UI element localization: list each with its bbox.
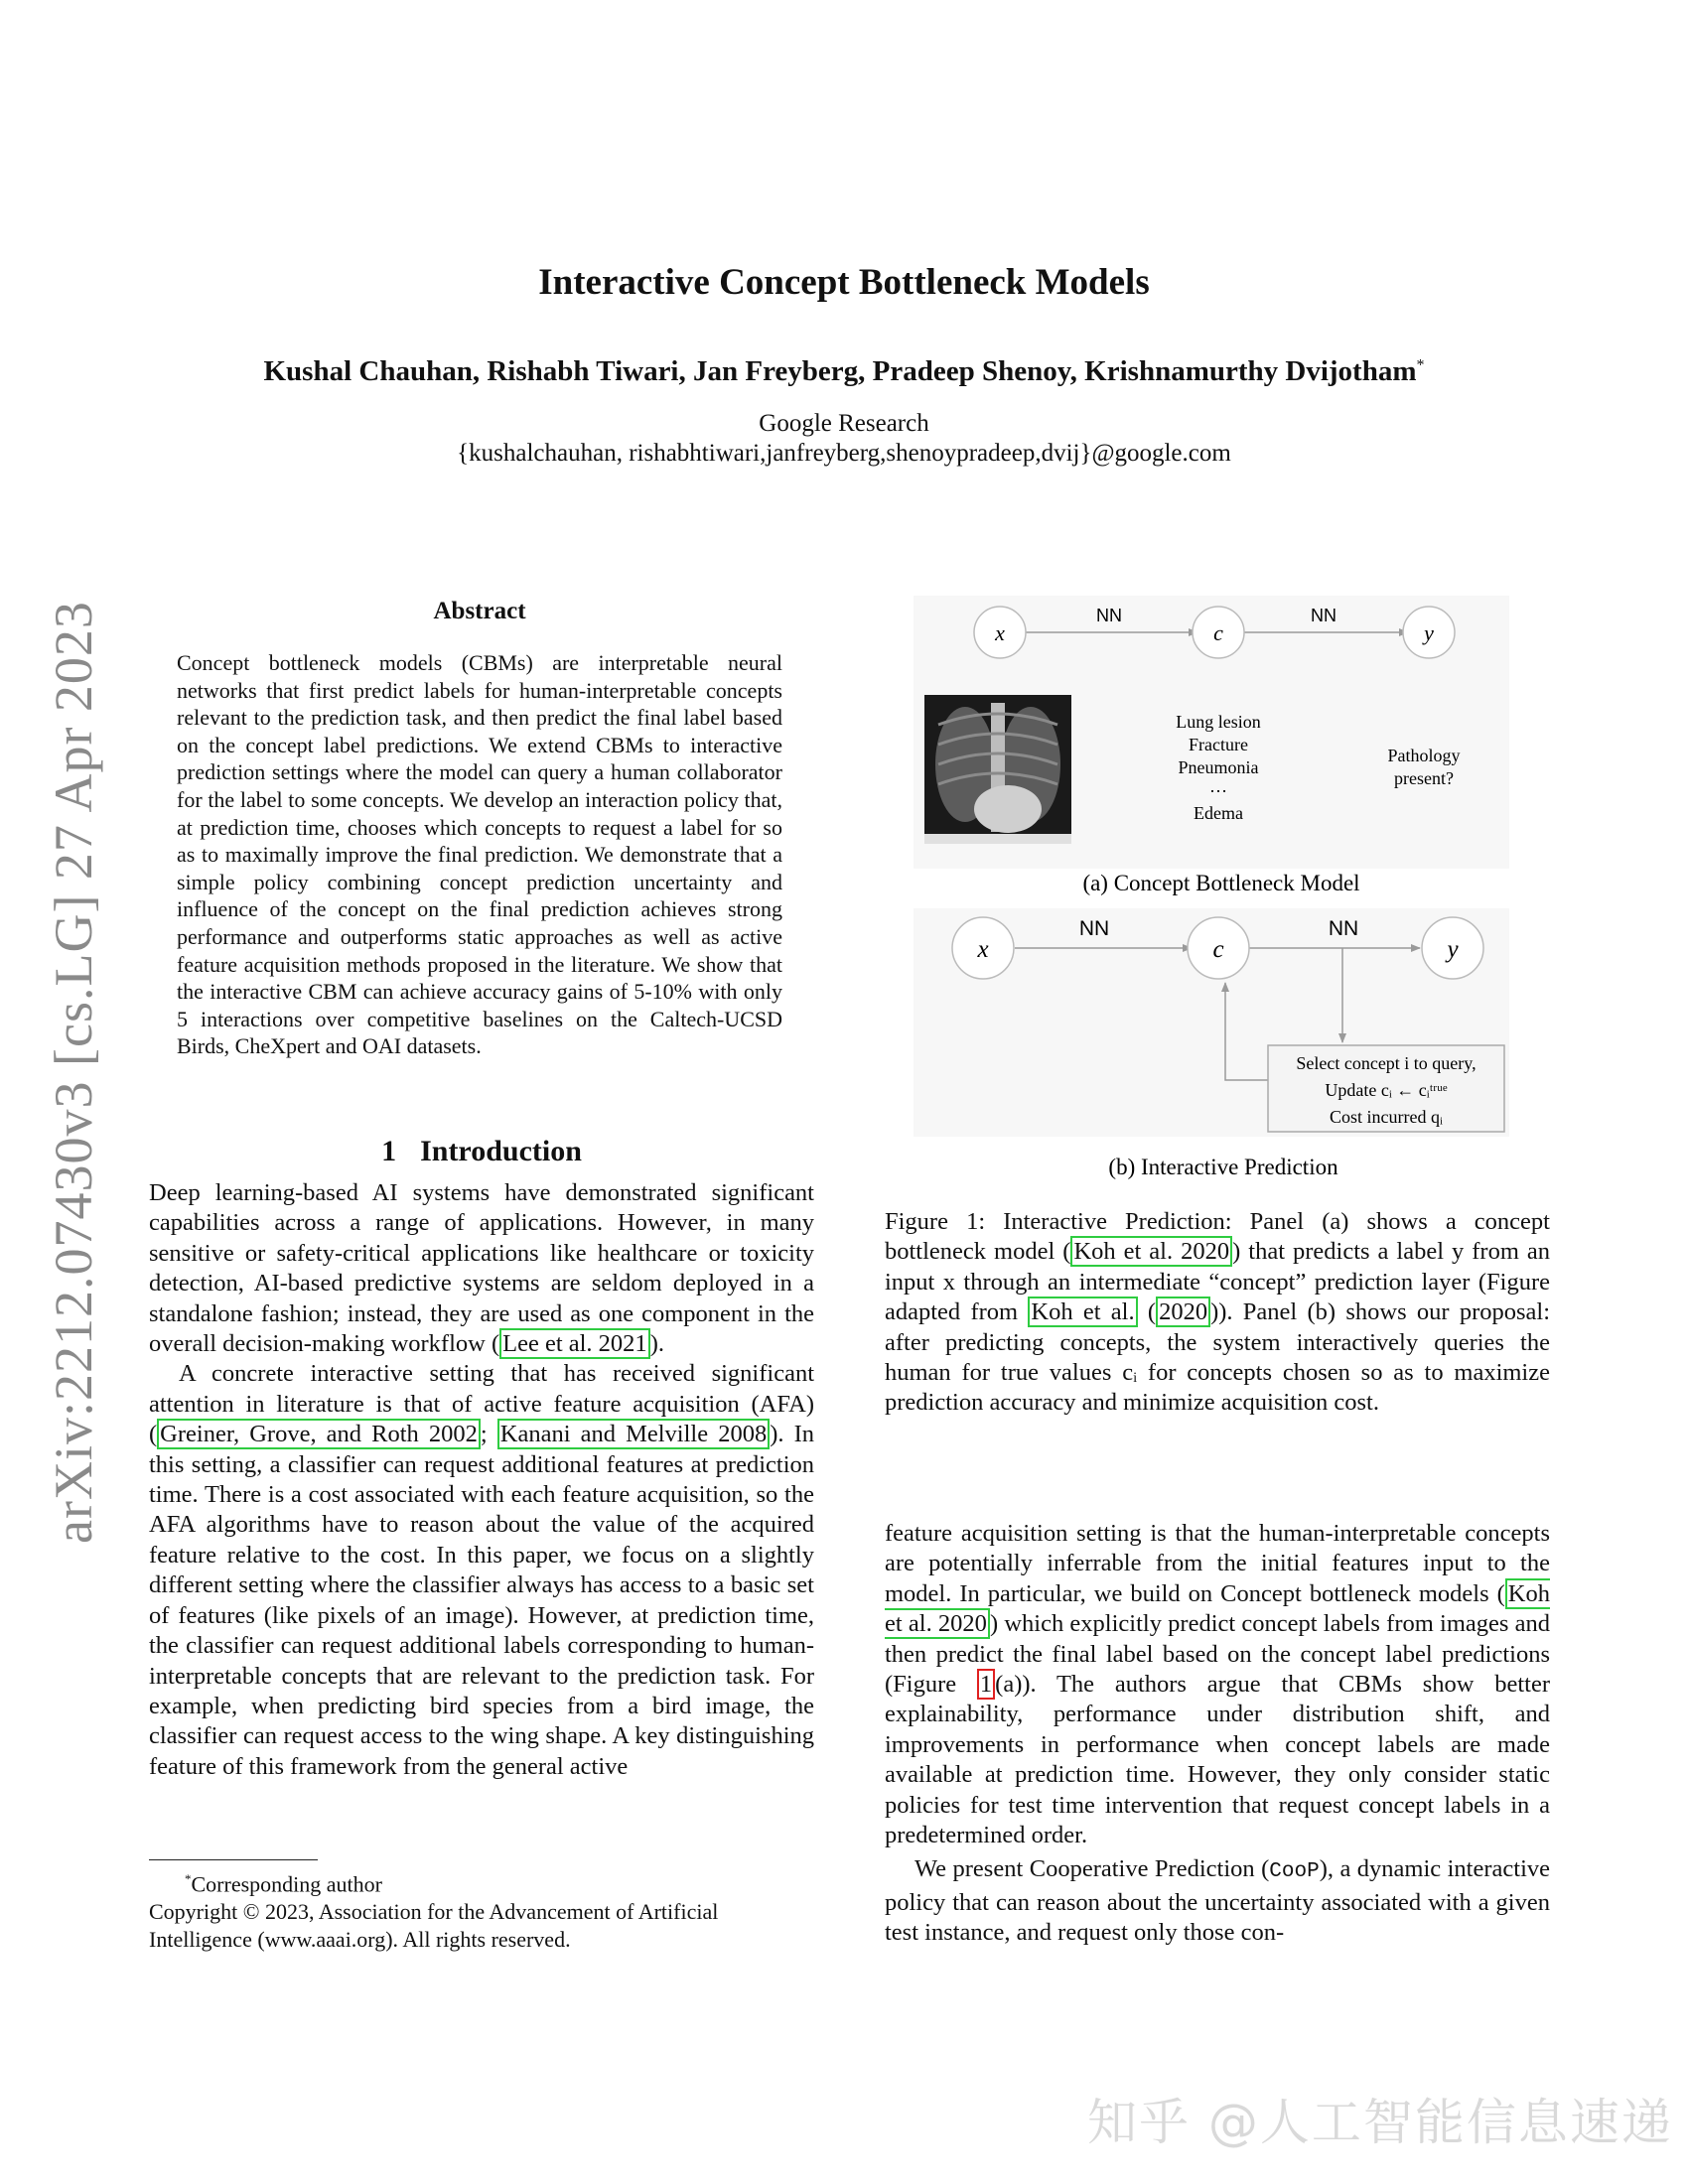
citation-link[interactable]: Lee et al. 2021 [499, 1328, 650, 1359]
intro-paragraph-2 [149, 1359, 814, 1782]
node-x-label: x [977, 936, 989, 963]
concept-label: Edema [1194, 803, 1243, 823]
author-emails: {kushalchauhan, rishabhtiwari,janfreyberg,shenoypradeep,dvij}@google.com [457, 440, 1231, 467]
target-label: Pathology [1387, 746, 1461, 765]
text-run: We present Cooperative Prediction ( [914, 1855, 1270, 1883]
abstract-heading: Abstract [433, 598, 526, 624]
node-y-label: y [1447, 936, 1459, 963]
citation-link[interactable]: Koh et al. 2020 [885, 1579, 1550, 1638]
text-run: ). In this setting, a classifier can request additional features at prediction time. There is a cost associated with each feature acquisition, so the AFA algorithms have to reason about the value of the acquired feature relative to the cost. In this paper, we focus on a slightly different setting where the classifier always has access to a basic set of features (like pixels of an image). However, at prediction time, the classifier can request additional labels corresponding to human-interpretable concepts that are relevant to the prediction task. For example, when predicting bird species from a bird image, the classifier can request access to the wing shape. A key distinguishing feature of this framework from the general active [149, 1421, 814, 1780]
text-run: A concrete interactive setting that has received significant attention in literature is that of active feature acquisition (AFA) ( [149, 1360, 814, 1448]
watermark: 知乎 @人工智能信息速递 [1087, 2094, 1673, 2151]
figure-1-caption [885, 1207, 1550, 1419]
text-run: ( [1137, 1298, 1157, 1326]
section-number: 1 [381, 1135, 397, 1167]
left-column-body [149, 1178, 814, 1782]
node-y-label: y [1424, 620, 1434, 645]
query-box-line: Cost incurred qᵢ [1330, 1107, 1443, 1127]
footnote [149, 1865, 814, 1954]
figure-reference-link[interactable]: 1 [977, 1669, 995, 1700]
citation-link[interactable]: Koh et al. [1028, 1297, 1137, 1327]
intro-paragraph-1 [149, 1178, 814, 1359]
edge-label-nn: NN [1096, 606, 1122, 625]
method-name: CooP [1269, 1860, 1320, 1884]
node-c-label: c [1213, 620, 1223, 645]
text-run: ) which explicitly predict concept labels from images and then predict the final label based on the concept label predictions (Figure [885, 1610, 1550, 1699]
citation-link[interactable]: Koh et al. 2020 [1070, 1236, 1232, 1267]
author-list [0, 355, 1688, 388]
text-run: (a)). The authors argue that CBMs show better explainability, performance under distribution shift, and improvements in performance when concept labels are made available at prediction time. However, they only consider static policies for test time intervention that request concept labels in a predetermined order. [885, 1671, 1551, 1849]
body-paragraph [885, 1854, 1550, 1948]
section-heading-introduction [149, 1135, 814, 1168]
concept-label: Pneumonia [1178, 757, 1259, 777]
paper-title: Interactive Concept Bottleneck Models [538, 262, 1150, 303]
node-x-label: x [995, 620, 1005, 645]
citation-link[interactable]: Greiner, Grove, and Roth 2002 [157, 1419, 481, 1449]
figure-panel-a [914, 596, 1509, 869]
concept-label: … [1209, 776, 1227, 796]
text-run: ), a dynamic interactive policy that can reason about the uncertainty associated with a given test instance, and request only those con- [885, 1855, 1550, 1947]
footnote-corresponding [149, 1865, 814, 1898]
concept-label: Fracture [1189, 735, 1248, 754]
figure-panel-b [914, 908, 1509, 1137]
edge-label-nn: NN [1328, 917, 1359, 940]
body-paragraph [885, 1519, 1550, 1850]
footnote-mark: * [185, 1871, 192, 1886]
corresponding-mark: * [1416, 356, 1425, 374]
abstract-body: Concept bottleneck models (CBMs) are interpretable neural networks that first predict labels for human-interpretable concepts relevant to the prediction task, and then predict the final label based on the concept label predictions. We extend CBMs to interactive prediction settings where the model can query a human collaborator for the label to some concepts. We develop an interaction policy that, at prediction time, chooses which concepts to request a label for so as to maximally improve the final prediction. We demonstrate that a simple policy combining concept prediction uncertainty and influence of the concept on the final prediction achieves strong performance and outperforms static approaches as well as active feature acquisition methods proposed in the literature. We show that the interactive CBM can achieve accuracy gains of 5-10% with only 5 interactions over competitive baselines on the Caltech-UCSD Birds, CheXpert and OAI datasets. [177, 650, 782, 1059]
arxiv-stamp-text: arXiv:2212.07430v3 [cs.LG] 27 Apr 2023 [44, 601, 103, 1544]
citation-link[interactable]: Kanani and Melville 2008 [497, 1419, 770, 1449]
node-c-label: c [1212, 936, 1224, 963]
edge-label-nn: NN [1311, 606, 1336, 625]
edge-label-nn: NN [1078, 917, 1110, 940]
figure-1 [884, 586, 1559, 1181]
footnote-text: Corresponding author [191, 1871, 382, 1897]
citation-link[interactable]: 2020 [1156, 1297, 1210, 1327]
query-box-line: Select concept i to query, [1296, 1053, 1477, 1073]
subcaption-b: (b) Interactive Prediction [1108, 1155, 1338, 1179]
section-title: Introduction [420, 1135, 582, 1167]
text-run: Figure 1: Interactive Prediction: Panel (a) shows a concept bottleneck model ( [885, 1208, 1550, 1266]
text-run: ). [649, 1330, 664, 1358]
arxiv-stamp [44, 586, 103, 1559]
affiliation: Google Research [759, 410, 929, 437]
target-label: present? [1394, 768, 1454, 788]
text-run: )). Panel (b) shows our proposal: after predicting concepts, the system interactively queries the human for true values cᵢ for concepts chosen so as to maximize prediction accuracy and minimize acquisition cost. [885, 1298, 1550, 1417]
chest-xray-image [924, 695, 1071, 844]
authors-text: Kushal Chauhan, Rishabh Tiwari, Jan Freyberg, Pradeep Shenoy, Krishnamurthy Dvijotham [263, 355, 1417, 387]
text-run: ) that predicts a label y from an input x through an intermediate “concept” prediction layer (Figure adapted from [885, 1238, 1551, 1326]
text-run: feature acquisition setting is that the human-interpretable concepts are potentially inferrable from the initial features input to the model. In particular, we build on Concept bottleneck models ( [885, 1520, 1550, 1607]
concept-label: Lung lesion [1176, 712, 1261, 732]
footnote-rule [149, 1859, 318, 1860]
right-column-body [885, 1519, 1550, 1949]
copyright-notice: Copyright © 2023, Association for the Advancement of Artificial Intelligence (www.aaai.org). All rights reserved. [149, 1899, 719, 1953]
text-run: Deep learning-based AI systems have demonstrated significant capabilities across a range of applications. However, in many sensitive or safety-critical applications like healthcare or toxicity detection, AI-based predictive systems are seldom deployed in a standalone fashion; instead, they are used as one component in the overall decision-making workflow ( [149, 1179, 814, 1358]
text-run: ; [480, 1421, 497, 1448]
subcaption-a: (a) Concept Bottleneck Model [1082, 871, 1360, 895]
query-box-line: Update cᵢ ← cᵢᵗʳᵘᵉ [1325, 1080, 1448, 1100]
